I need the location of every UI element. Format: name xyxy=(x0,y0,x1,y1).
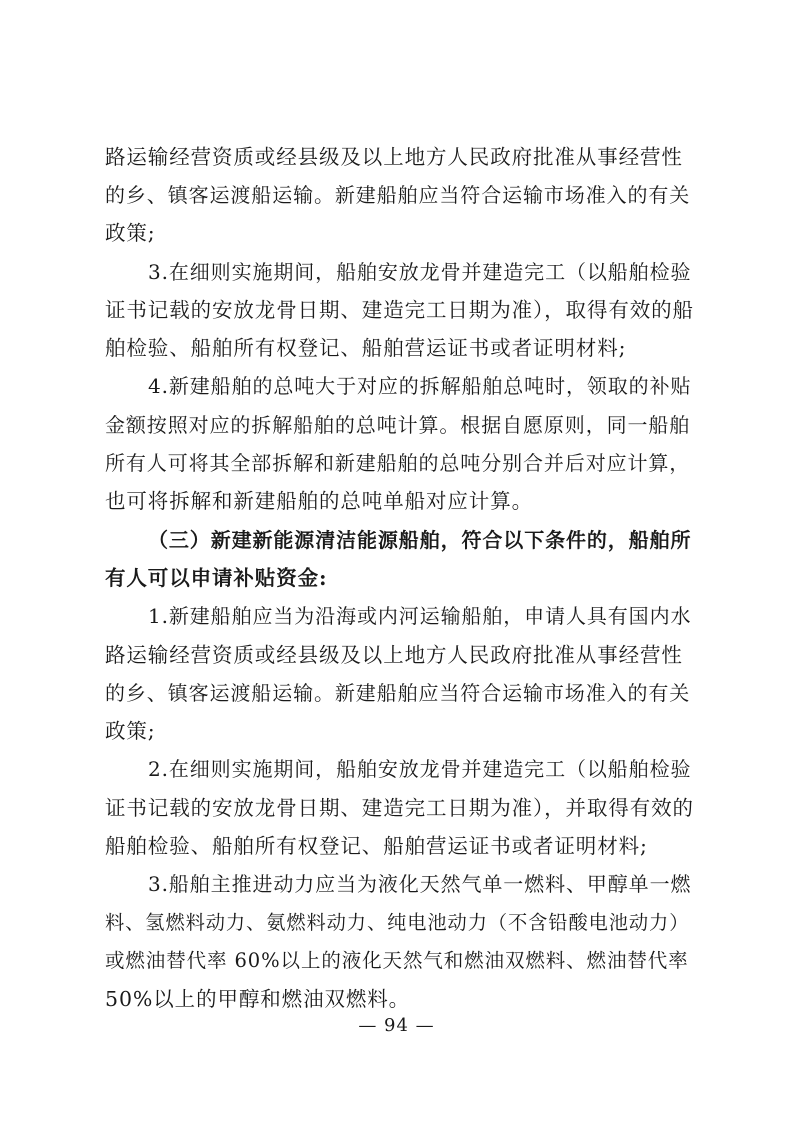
text-line: 或燃油替代率 60%以上的液化天然气和燃油双燃料、燃油替代率 xyxy=(105,949,689,972)
text-line: 证书记载的安放龙骨日期、建造完工日期为准），取得有效的船 xyxy=(105,298,694,322)
text-line: 也可将拆解和新建船舶的总吨单船对应计算。 xyxy=(105,489,533,513)
text-line: 路运输经营资质或经县级及以上地方人民政府批准从事经营性 xyxy=(105,643,683,667)
page-number: — 94 — xyxy=(358,1015,435,1036)
text-line: 料、氢燃料动力、氨燃料动力、纯电池动力（不含铅酸电池动力） xyxy=(105,911,690,934)
text-line: 证书记载的安放龙骨日期、建造完工日期为准），并取得有效的 xyxy=(105,796,694,820)
text-line: 金额按照对应的拆解船舶的总吨计算。根据自愿原则，同一船舶 xyxy=(105,413,691,437)
text-line: 的乡、镇客运渡船运输。新建船舶应当符合运输市场准入的有关 xyxy=(105,681,691,705)
section-heading: （三）新建新能源清洁能源船舶，符合以下条件的，船舶所 xyxy=(148,528,692,552)
text-line: 3.船舶主推进动力应当为液化天然气单一燃料、甲醇单一燃 xyxy=(148,872,692,896)
text-line: 的乡、镇客运渡船运输。新建船舶应当符合运输市场准入的有关 xyxy=(105,183,691,207)
text-line: 政策; xyxy=(105,221,156,245)
section-heading: 有人可以申请补贴资金: xyxy=(105,566,328,590)
text-line: 船舶检验、船舶所有权登记、船舶营运证书或者证明材料; xyxy=(105,834,648,858)
text-line: 4.新建船舶的总吨大于对应的拆解船舶总吨时，领取的补贴 xyxy=(148,374,692,398)
text-line: 1.新建船舶应当为沿海或内河运输船舶，申请人具有国内水 xyxy=(148,604,692,628)
text-line: 舶检验、船舶所有权登记、船舶营运证书或者证明材料; xyxy=(105,336,627,360)
text-line: 2.在细则实施期间，船舶安放龙骨并建造完工（以船舶检验 xyxy=(148,757,692,781)
text-line: 50%以上的甲醇和燃油双燃料。 xyxy=(105,987,411,1011)
text-line: 政策; xyxy=(105,719,156,743)
text-line: 3.在细则实施期间，船舶安放龙骨并建造完工（以船舶检验 xyxy=(148,260,692,284)
text-line: 所有人可将其全部拆解和新建船舶的总吨分别合并后对应计算， xyxy=(105,451,691,475)
text-line: 路运输经营资质或经县级及以上地方人民政府批准从事经营性 xyxy=(105,145,683,169)
